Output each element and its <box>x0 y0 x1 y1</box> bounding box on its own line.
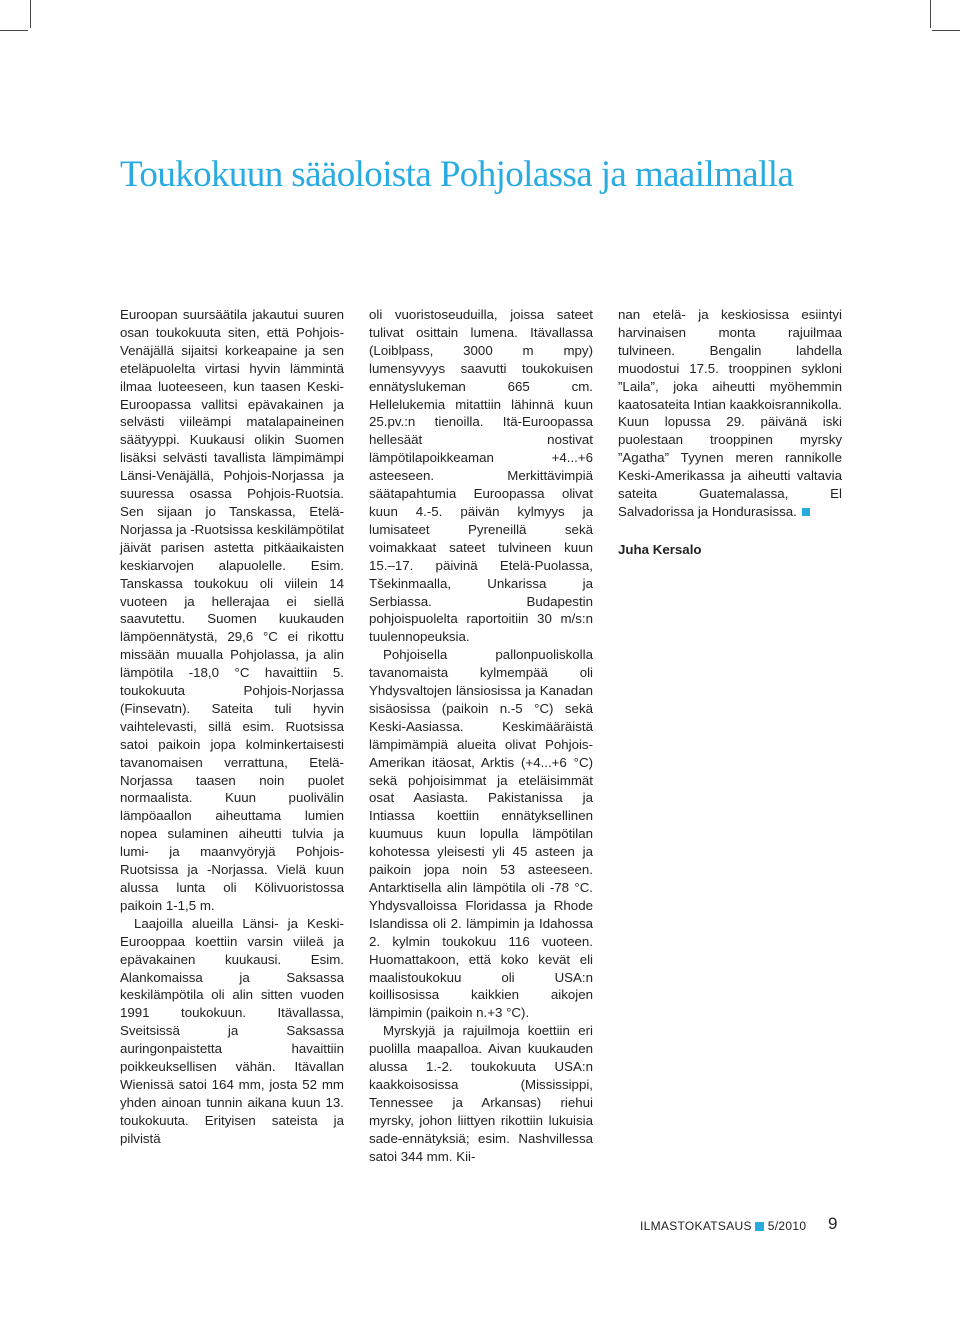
crop-mark <box>30 0 31 28</box>
paragraph: Laajoilla alueilla Länsi- ja Keski-Eurooppaa koettiin varsin viileä ja epävakainen kuukausi. Esim. Alankomaissa ja Saksassa keskilämpötila oli alin sitten vuoden 1991 toukokuun. Itävallassa, Sveitsissä ja Saksassa auringonpaistetta havaittiin poikkeuksellisen vähän. Itävallan Wienissä satoi 164 mm, josta 52 mm yhden ainoan tunnin aikana kuun 13. toukokuuta. Erityisen sateista ja pilvistä <box>120 915 344 1146</box>
paragraph: Pohjoisella pallonpuoliskolla tavanomaista kylmempää oli Yhdysvaltojen länsiosissa ja Kanadan sisäosissa (paikoin n.-5 °C) sekä Keski-Aasiassa. Keskimääräistä lämpimämpiä alueita olivat Pohjois-Amerikan itäosat, Arktis (+4...+6 °C) sekä pohjoisimmat ja eteläisimmät osat Aasiasta. Pakistanissa ja Intiassa koettiin ennätyksellinen kuumuus kuun lopulla lämpötilan kohotessa yleisesti yli 45 asteen ja paikoin jopa noin 53 asteeseen. Antarktisella alin lämpötila oli -78 °C. Yhdysvalloissa Floridassa ja Rhode Islandissa oli 2. lämpimin ja Idahossa 2. kylmin toukokuu 116 vuoteen. Huomattakoon, että koko kevät eli maalistoukokuu oli USA:n koillisosissa kaikkien aikojen lämpimin (paikoin n.+3 °C). <box>369 647 593 1021</box>
crop-mark <box>932 30 960 31</box>
footer-square-icon <box>755 1222 764 1231</box>
article-column-1 <box>120 306 344 1148</box>
author-name: Juha Kersalo <box>618 541 702 557</box>
article-title: Toukokuun sääoloista Pohjolassa ja maailmalla <box>120 154 794 195</box>
article-column-3 <box>618 306 842 559</box>
publication-name: ILMASTOKATSAUS <box>640 1219 752 1233</box>
issue-number: 5/2010 <box>767 1219 807 1233</box>
paragraph: oli vuoristoseuduilla, joissa sateet tulivat osittain lumena. Itävallassa (Loiblpass, 3000 m mpy) lumensyvyys saavutti toukokuisen ennätyslukeman 665 cm. Hellelukemia mitattiin lähinnä kuun 25.pv.:n tienoilla. Itä-Euroopassa hellesäät nostivat lämpötilapoikkeaman +4...+6 asteeseen. Merkittävimpiä säätapahtumia Euroopassa olivat kuun 4.-5. päivän kylmyys ja lumisateet Pyreneillä sekä voimakkaat sateet tulvineen kuun 15.–17. päivinä Etelä-Puolassa, Tšekinmaalla, Unkarissa ja Serbiassa. Budapestin pohjoispuolelta raportoitiin 30 m/s:n tuulennopeuksia. <box>369 307 593 645</box>
paragraph-text: nan etelä- ja keskiosissa esiintyi harvinaisen monta rajuilmaa tulvineen. Bengalin lahdella muodostui 17.5. trooppinen sykloni ”Laila”, joka aiheutti myöhemmin kaatosateita Intian kaakkoisrannikolla. Kuun lopussa 29. päivänä iski puolestaan trooppinen myrsky ”Agatha” Tyynen meren rannikolle Keski-Amerikassa ja aiheutti valtavia sateita Guatemalassa, El Salvadorissa ja Hondurasissa. <box>618 307 842 519</box>
article-end-square-icon <box>802 508 810 516</box>
article-column-2 <box>369 306 593 1166</box>
crop-mark <box>0 30 28 31</box>
paragraph: Euroopan suursäätila jakautui suuren osan toukokuuta siten, että Pohjois-Venäjällä sijaitsi korkeapaine ja sen eteläpuolelta virtasi hyvin lämmintä ilmaa luoteeseen, kun taasen Keski-Euroopassa vallitsi epävakainen ja selvästi viileämpi matalapaineinen säätyyppi. Kuukausi olikin Suomen lisäksi selvästi tavallista lämpimämpi Länsi-Venäjällä, Pohjois-Norjassa ja suuressa osassa Pohjois-Ruotsia. Sen sijaan jo Tanskassa, Etelä-Norjassa ja -Ruotsissa keskilämpötilat jäivät parisen astetta pitkäaikaisten keskiarvojen alapuolelle. Esim. Tanskassa toukokuu oli viilein 14 vuoteen ja hellerajaa ei siellä saavutettu. Suomen kuukauden lämpöennätystä, 29,6 °C ei rikottu missään muualla Pohjolassa, ja alin lämpötila -18,0 °C havaittiin 5. toukokuuta Pohjois-Norjassa (Finsevatn). Sateita tuli hyvin vaihtelevasti, sillä esim. Ruotsissa satoi paikoin jopa kolminkertaisesti tavanomaisen verrattuna, Etelä-Norjassa taasen noin puolet normaalista. Kuun puolivälin lämpöaallon aiheuttama lumien nopea sulaminen aiheutti tulvia ja lumi- ja maanvyöryjä Pohjois-Ruotsissa ja -Norjassa. Vielä kuun alussa lunta oli Kölivuoristossa paikoin 1-1,5 m. <box>120 307 344 913</box>
page-footer <box>640 1216 806 1236</box>
crop-mark <box>930 0 931 28</box>
paragraph <box>618 306 842 521</box>
paragraph: Myrskyjä ja rajuilmoja koettiin eri puolilla maapalloa. Aivan kuukauden alussa 1.-2. toukokuuta USA:n kaakkoisosissa (Mississippi, Tennessee ja Arkansas) riehui myrsky, johon liittyen rikottiin lukuisia sade-ennätyksiä; esim. Nashvillessa satoi 344 mm. Kii- <box>369 1023 593 1164</box>
page-number: 9 <box>828 1214 838 1233</box>
